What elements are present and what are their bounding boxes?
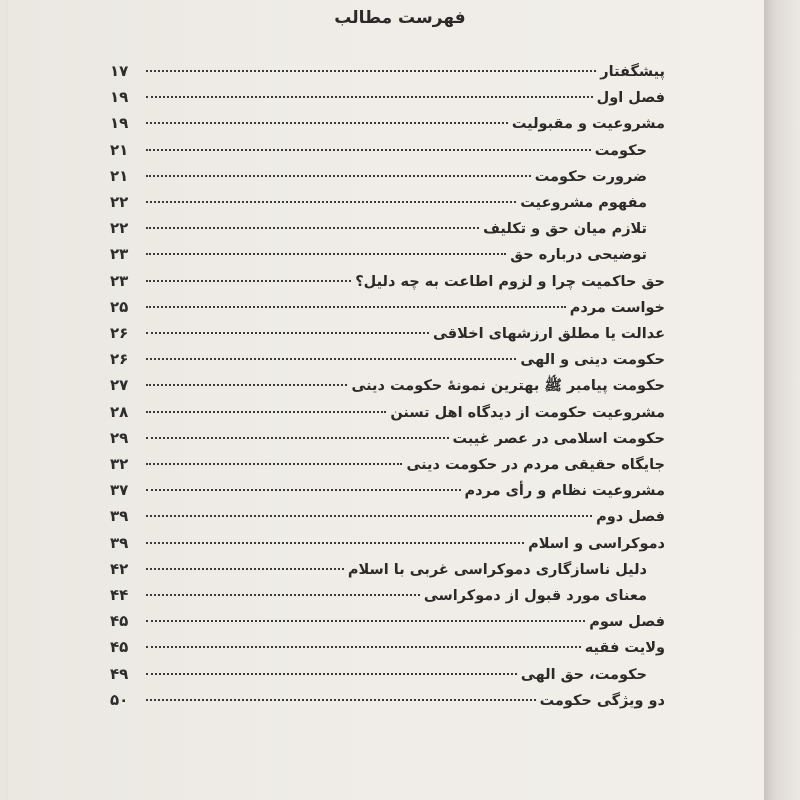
toc-entry-label: مفهوم مشروعیت — [520, 195, 647, 211]
toc-entry-label: خواست مردم — [569, 299, 665, 316]
toc-leader-dots — [146, 322, 429, 334]
toc-entry-label: فصل اول — [596, 90, 665, 107]
toc-entry-label: حکومت، حق الهی — [520, 666, 647, 683]
toc-leader-dots — [146, 139, 591, 151]
toc-page-number: ۲۹ — [110, 428, 129, 447]
toc-entry-label: دموکراسی و اسلام — [528, 535, 665, 552]
toc-entry-label: معنای مورد قبول از دموکراسی — [423, 588, 647, 604]
toc-entry — [110, 376, 665, 402]
toc-leader-dots — [146, 663, 517, 675]
toc-entry — [110, 88, 665, 114]
toc-page-number: ۳۲ — [110, 455, 129, 473]
toc-page-number: ۴۹ — [110, 664, 129, 683]
toc-entry — [110, 455, 665, 481]
toc-leader-dots — [146, 112, 508, 124]
toc-entry — [110, 324, 665, 350]
toc-page-number: ۲۶ — [110, 350, 129, 369]
toc-page-number: ۲۷ — [110, 376, 129, 395]
toc-page-number: ۳۹ — [110, 507, 129, 526]
toc-entry-label: حکومت — [594, 142, 647, 159]
toc-entry — [110, 638, 665, 664]
toc-entry-label: ضرورت حکومت — [534, 168, 647, 185]
toc-leader-dots — [146, 610, 585, 622]
toc-leader-dots — [146, 427, 449, 439]
toc-leader-dots — [146, 584, 420, 596]
toc-page-number: ۱۹ — [110, 88, 129, 107]
toc-entry-label: توضیحی درباره حق — [510, 247, 647, 264]
page-edge — [764, 0, 800, 800]
toc-page-number: ۱۷ — [110, 62, 129, 80]
toc-entry — [110, 298, 665, 324]
toc-entry-label: فصل سوم — [589, 614, 665, 631]
toc-entry — [110, 691, 665, 717]
toc-entry-label: پیشگفتار — [600, 64, 665, 80]
toc-leader-dots — [146, 505, 592, 517]
toc-entry-label: مشروعیت و مقبولیت — [511, 116, 665, 133]
toc-leader-dots — [146, 191, 516, 203]
toc-entry — [110, 403, 665, 429]
toc-entry-label: حکومت دینی و الهی — [520, 352, 665, 369]
toc-leader-dots — [146, 479, 461, 491]
toc-leader-dots — [146, 401, 386, 413]
toc-entry — [110, 167, 665, 193]
toc-entry-label: مشروعیت حکومت از دیدگاه اهل تسنن — [390, 404, 665, 421]
toc-entry-label: فصل دوم — [596, 509, 665, 526]
toc-page-number: ۲۵ — [110, 297, 129, 316]
toc-page-number: ۴۵ — [110, 612, 129, 631]
toc-entry — [110, 429, 665, 455]
toc-entry — [110, 62, 665, 88]
toc-page-number: ۲۱ — [110, 166, 129, 185]
toc-leader-dots — [146, 60, 596, 72]
toc-page-number: ۳۹ — [110, 533, 129, 552]
toc-page-number: ۲۲ — [110, 219, 129, 238]
toc-entry-label: دلیل ناسازگاری دموکراسی غربی با اسلام — [347, 561, 647, 578]
toc-entry-label: جایگاه حقیقی مردم در حکومت دینی — [406, 457, 665, 473]
toc-entry-label: دو ویژگی حکومت — [539, 692, 665, 709]
toc-leader-dots — [146, 453, 402, 465]
toc-page-number: ۴۴ — [110, 586, 129, 604]
toc-entry — [110, 612, 665, 638]
toc-leader-dots — [146, 689, 536, 701]
toc-leader-dots — [146, 532, 524, 544]
toc-leader-dots — [146, 217, 479, 229]
toc-page-number: ۲۶ — [110, 324, 129, 342]
toc-leader-dots — [146, 348, 516, 360]
toc-page-number: ۲۱ — [110, 140, 129, 159]
toc-entry-label: عدالت یا مطلق ارزشهای اخلاقی — [432, 326, 665, 342]
toc-entry — [110, 245, 665, 271]
toc-entry — [110, 350, 665, 376]
toc-entry-label: حق حاکمیت چرا و لزوم اطاعت به چه دلیل؟ — [355, 273, 665, 290]
toc-entry — [110, 141, 665, 167]
toc-leader-dots — [146, 374, 347, 386]
toc-page-number: ۵۰ — [110, 690, 129, 709]
toc-leader-dots — [146, 296, 566, 308]
toc-page-number: ۴۵ — [110, 638, 129, 657]
toc-page-number: ۴۲ — [110, 559, 129, 578]
toc-entry — [110, 560, 665, 586]
toc-leader-dots — [146, 558, 344, 570]
toc-page-number: ۳۷ — [110, 481, 129, 500]
toc-leader-dots — [146, 86, 593, 98]
toc-entry — [110, 114, 665, 140]
toc-entry-label: حکومت اسلامی در عصر غیبت — [452, 430, 665, 447]
toc-entry — [110, 665, 665, 691]
toc-page-number: ۲۳ — [110, 245, 129, 264]
page-title: فهرست مطالب — [334, 8, 466, 28]
toc-entry — [110, 272, 665, 298]
toc-leader-dots — [146, 270, 351, 282]
toc-entry — [110, 219, 665, 245]
toc-leader-dots — [146, 636, 581, 648]
toc-entry — [110, 507, 665, 533]
toc-leader-dots — [146, 243, 506, 255]
toc-leader-dots — [146, 165, 531, 177]
toc-page-number: ۲۲ — [110, 193, 129, 211]
toc-entry — [110, 534, 665, 560]
toc-entry-label: مشروعیت نظام و رأی مردم — [464, 483, 665, 500]
toc-page-number: ۲۸ — [110, 402, 129, 421]
toc-entry-label: تلازم میان حق و تکلیف — [483, 221, 647, 238]
toc-entry — [110, 193, 665, 219]
toc-entry-label: ولایت فقیه — [584, 640, 665, 657]
toc-entry — [110, 586, 665, 612]
toc-page-number: ۱۹ — [110, 114, 129, 133]
toc-entry — [110, 481, 665, 507]
toc-entry-label: حکومت پیامبر ﷺ بهترین نمونهٔ حکومت دینی — [351, 378, 665, 395]
toc-page-number: ۲۳ — [110, 271, 129, 290]
